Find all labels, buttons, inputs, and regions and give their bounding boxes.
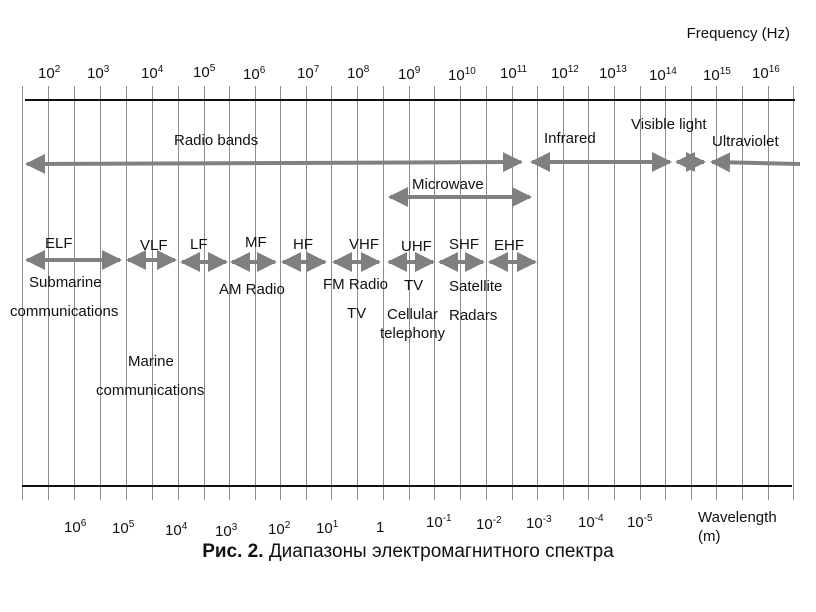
wave-tick: $10^{-1}$ <box>426 513 452 531</box>
telephony-label: telephony <box>380 325 446 342</box>
freq-tick: $10^{12}$ <box>551 64 579 82</box>
am-radio-label: AM Radio <box>219 281 285 298</box>
infrared-label: Infrared <box>544 130 596 147</box>
visible-light-label: Visible light <box>631 116 707 133</box>
freq-tick: $10^2$ <box>38 64 61 82</box>
wavelength-axis-label: Wavelength <box>698 509 777 526</box>
freq-tick: $10^5$ <box>193 63 216 81</box>
wave-tick: $10^4$ <box>165 521 188 539</box>
wavelength-axis-unit: (m) <box>698 528 721 545</box>
wave-tick: $10^5$ <box>112 519 135 537</box>
freq-tick: $10^{15}$ <box>703 66 731 84</box>
wave-tick: $10^6$ <box>64 518 87 536</box>
band-label-mf: MF <box>245 234 267 251</box>
band-label-shf: SHF <box>449 236 479 253</box>
wave-tick: $10^2$ <box>268 520 291 538</box>
radio-bands-label: Radio bands <box>174 132 259 149</box>
fm-radio-label: FM Radio <box>323 276 389 293</box>
wave-tick: $10^{-3}$ <box>526 514 552 532</box>
ultraviolet-arrow <box>712 162 800 164</box>
freq-tick: $10^{13}$ <box>599 64 627 82</box>
submarine-label: Submarine <box>29 274 102 291</box>
frequency-ticks <box>38 63 780 84</box>
figure-caption <box>0 541 816 563</box>
freq-tick: $10^{10}$ <box>448 66 476 84</box>
ultraviolet-label: Ultraviolet <box>712 133 779 150</box>
band-label-uhf: UHF <box>401 238 432 255</box>
cellular-label: Cellular <box>387 306 438 323</box>
frequency-axis-label: Frequency (Hz) <box>686 25 790 42</box>
wavelength-ticks <box>64 513 653 540</box>
freq-tick: $10^7$ <box>297 64 320 82</box>
band-label-elf: ELF <box>45 235 73 252</box>
submarine-comm-label: communications <box>10 303 119 320</box>
freq-tick: $10^3$ <box>87 64 110 82</box>
band-label-ehf: EHF <box>494 237 524 254</box>
wave-tick: $10^{-4}$ <box>578 513 604 531</box>
tv-uhf-label: TV <box>404 277 424 294</box>
wave-tick: 1 <box>376 519 385 536</box>
band-label-vhf: VHF <box>349 236 379 253</box>
wave-tick: $10^{-2}$ <box>476 515 502 533</box>
wave-tick: $10^1$ <box>316 519 339 537</box>
freq-tick: $10^{16}$ <box>752 64 780 82</box>
band-label-hf: HF <box>293 236 313 253</box>
freq-tick: $10^6$ <box>243 65 266 83</box>
marine-comm-label: communications <box>96 382 205 399</box>
satellite-label: Satellite <box>449 278 503 295</box>
freq-tick: $10^9$ <box>398 65 421 83</box>
wave-tick: $10^{-5}$ <box>627 513 653 531</box>
freq-tick: $10^4$ <box>141 64 164 82</box>
freq-tick: $10^{14}$ <box>649 66 677 84</box>
wave-tick: $10^3$ <box>215 522 238 540</box>
band-label-vlf: VLF <box>140 237 168 254</box>
band-label-lf: LF <box>190 236 208 253</box>
freq-tick: $10^{11}$ <box>500 64 528 82</box>
caption-label: Рис. 2. <box>202 541 264 562</box>
radio-bands-arrow <box>27 162 521 164</box>
freq-tick: $10^8$ <box>347 64 370 82</box>
microwave-label: Microwave <box>412 176 484 193</box>
marine-label: Marine <box>128 353 174 370</box>
tv-vhf-label: TV <box>347 305 367 322</box>
caption-text: Диапазоны электромагнитного спектра <box>268 541 614 562</box>
radars-label: Radars <box>449 307 498 324</box>
